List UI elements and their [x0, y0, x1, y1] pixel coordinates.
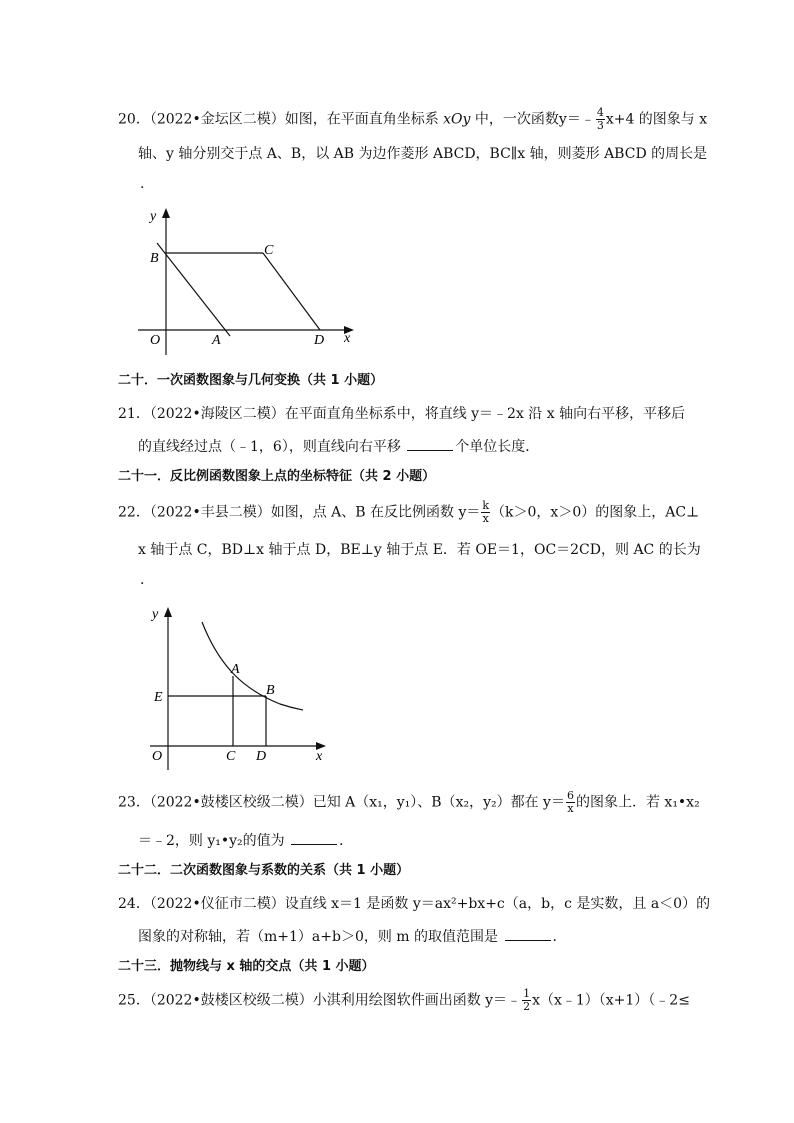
q22-line3: . [140, 572, 145, 588]
q22-label-c: C [226, 749, 236, 764]
q20-xoy: xOy [443, 111, 471, 128]
q20-label-o: O [150, 333, 161, 348]
section-21-heading: 二十一．反比例函数图象上点的坐标特征（共 2 小题） [118, 469, 436, 484]
q20-side-cd [263, 253, 320, 330]
section-23-heading: 二十三．抛物线与 x 轴的交点（共 1 小题） [118, 959, 375, 974]
q22-line1 [118, 500, 699, 525]
q24-line1: 24．（2022•仪征市二模）设直线 x＝1 是函数 y＝ax²+bx+c（a，b，c 是实数，且 a＜0）的 [118, 896, 711, 912]
q25-frac-den: 2 [523, 1000, 531, 1013]
q22-frac-den: x [482, 512, 489, 525]
q25-frac-num: 1 [523, 987, 531, 1000]
q25-text-b: x（x﹣1）（x+1）（﹣2≤ [532, 992, 690, 1009]
q20-label-d: D [314, 333, 325, 348]
q22-label-a: A [231, 662, 240, 677]
q22-text-b: （k＞0，x＞0）的图象上，AC⊥ [491, 504, 700, 521]
q23-text-b: 的图象上．若 x₁•x₂ [575, 794, 700, 811]
q22-label-y: y [152, 607, 159, 622]
q22-hyperbola-curve [202, 622, 303, 710]
q20-fraction [596, 107, 605, 132]
q24-line2 [138, 926, 567, 947]
q20-line2: 轴、y 轴分别交于点 A、B，以 AB 为边作菱形 ABCD，BC∥x 轴，则菱形 ABCD 的周长是 [138, 146, 708, 162]
section-22-heading: 二十二．二次函数图象与系数的关系（共 1 小题） [118, 863, 410, 878]
q22-label-x: x [316, 749, 323, 764]
q20-text-b: 中，一次函数 [470, 111, 559, 128]
q20-line3: . [140, 176, 145, 192]
q20-label-c: C [264, 243, 274, 258]
q20-label-b: B [150, 251, 159, 266]
q21-text-b: 个单位长度． [455, 439, 540, 455]
q20-frac-den: 3 [596, 119, 604, 132]
q23-frac-den: x [567, 802, 574, 815]
q22-fraction [481, 500, 490, 525]
q24-text-a: 图象的对称轴，若（m+1）a+b＞0，则 m 的取值范围是 [138, 929, 499, 945]
q22-label-d: D [256, 749, 267, 764]
q21-line1: 21．（2022•海陵区二模）在平面直角坐标系中，将直线 y＝﹣2x 沿 x 轴向右平移，平移后 [118, 406, 686, 422]
q21-text-a: 的直线经过点（﹣1，6），则直线向右平移 [138, 439, 401, 455]
q23-line2 [138, 830, 353, 851]
q22-label-o: O [152, 749, 163, 764]
q22-y-arrow [164, 607, 172, 617]
q24-text-b: ． [552, 929, 567, 945]
q22-line2: x 轴于点 C，BD⊥x 轴于点 D，BE⊥y 轴于点 E．若 OE＝1，OC＝2CD，则 AC 的长为 [138, 542, 701, 558]
q25-line1 [118, 988, 690, 1013]
q22-label-e: E [154, 690, 163, 705]
q20-line-ab [157, 243, 230, 336]
q24-answer-blank[interactable] [505, 926, 551, 941]
q20-label-y: y [150, 209, 157, 224]
section-20-heading: 二十．一次函数图象与几何变换（共 1 小题） [118, 373, 384, 388]
q25-text-a: 25．（2022•鼓楼区校级二模）小淇利用绘图软件画出函数 y＝﹣ [118, 992, 522, 1009]
q22-figure [140, 598, 340, 773]
q20-text-a: 20．（2022•金坛区二模）如图，在平面直角坐标系 [118, 111, 444, 128]
q20-frac-num: 4 [596, 106, 604, 119]
q22-frac-num: k [482, 499, 490, 512]
q20-y-eq: y＝﹣ [558, 111, 595, 128]
q23-text-a2: ＝﹣2，则 y₁•y₂的值为 [138, 833, 285, 849]
q23-fraction [566, 790, 575, 815]
q21-answer-blank[interactable] [407, 436, 453, 451]
q23-text-b2: ． [339, 833, 354, 849]
q22-label-b: B [266, 683, 275, 698]
q23-answer-blank[interactable] [291, 830, 337, 845]
q20-label-x: x [344, 331, 351, 346]
q20-label-a: A [212, 333, 221, 348]
q25-fraction [522, 988, 531, 1013]
q20-text-c: x+4 的图象与 x [605, 111, 708, 128]
q21-line2 [138, 436, 539, 457]
q23-line1 [118, 790, 700, 815]
q20-figure [130, 200, 370, 360]
q20-line1 [118, 107, 707, 132]
q20-y-arrow [162, 208, 170, 218]
q22-text-a: 22．（2022•丰县二模）如图，点 A、B 在反比例函数 y＝ [118, 504, 481, 521]
q23-frac-num: 6 [566, 789, 574, 802]
q23-text-a: 23．（2022•鼓楼区校级二模）已知 A（x₁，y₁）、B（x₂，y₂）都在 y＝ [118, 794, 565, 811]
